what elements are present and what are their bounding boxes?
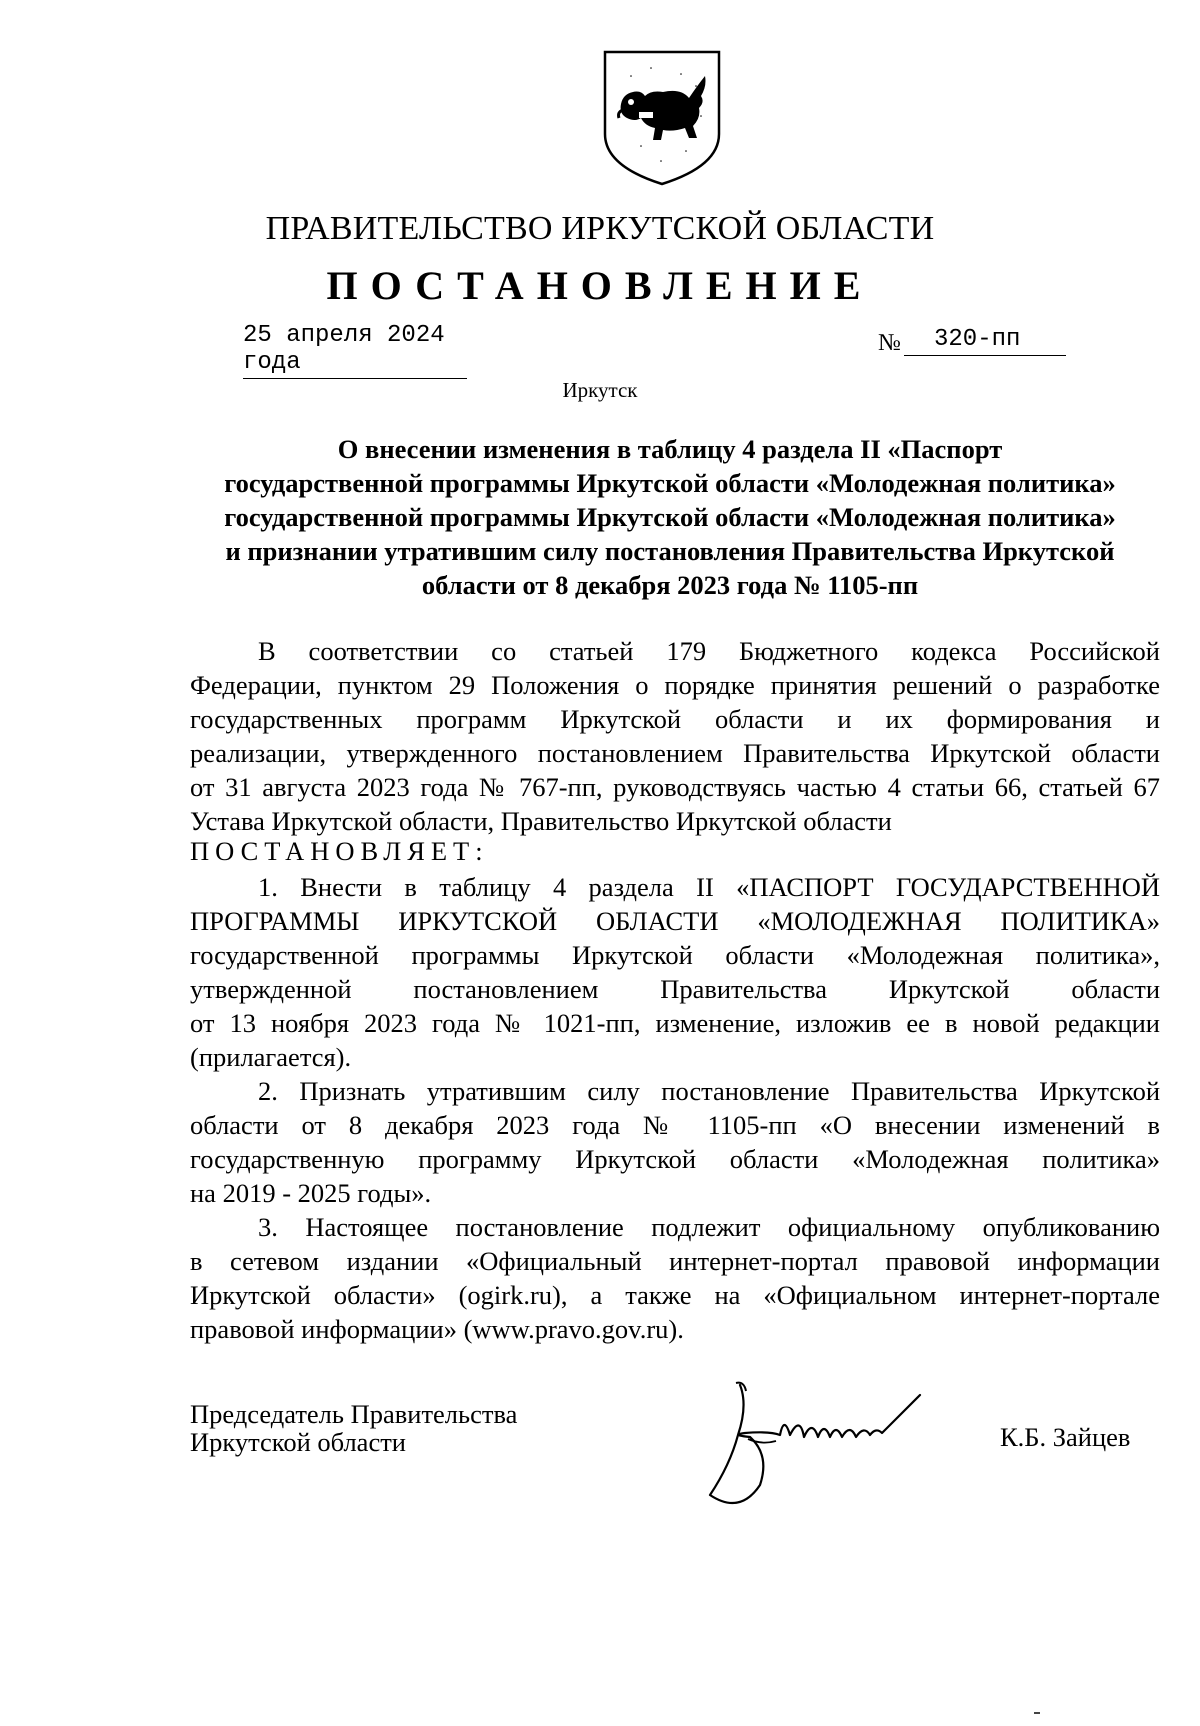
item-2 [190,1074,1160,1210]
document-number: 320-пп [904,326,1066,356]
document-date: 25 апреля 2024 года [243,322,467,379]
document-type: ПОСТАНОВЛЕНИЕ [326,263,874,308]
text-line: на 2019 - 2025 годы». [190,1178,432,1208]
text-line: Иркутской области» (ogirk.ru), а также на «Официальном интернет-портале [190,1280,1160,1310]
preamble-paragraph [190,634,1160,838]
handwritten-signature [700,1375,960,1515]
text-line: 2. Признать утратившим силу постановление Правительства Иркутской [258,1076,1160,1106]
text-line: Устава Иркутской области, Правительство Иркутской области [190,806,892,836]
text-line: государственных программ Иркутской области и их формирования и [190,704,1160,734]
position-line: Председатель Правительства [190,1399,518,1429]
text-line: от 31 августа 2023 года № 767-пп, руководствуясь частью 4 статьи 66, статьей 67 [190,772,1160,802]
scan-mark [1034,1712,1040,1714]
position-line: Иркутской области [190,1427,406,1457]
document-title [180,432,1160,602]
item-1 [190,870,1160,1074]
title-line: области от 8 декабря 2023 года № 1105-пп [421,570,919,600]
title-line: государственной программы Иркутской области «Молодежная политика» [224,502,1116,532]
text-line: В соответствии со статьей 179 Бюджетного кодекса Российской [258,636,1160,666]
resolves-heading: ПОСТАНОВЛЯЕТ: [190,836,489,866]
government-name: ПРАВИТЕЛЬСТВО ИРКУТСКОЙ ОБЛАСТИ [265,210,935,247]
text-line: 1. Внести в таблицу 4 раздела II «ПАСПОРТ ГОСУДАРСТВЕННОЙ [258,872,1160,902]
text-line: государственную программу Иркутской области «Молодежная политика» [190,1144,1160,1174]
coat-of-arms-icon [601,46,723,188]
text-line: реализации, утвержденного постановлением Правительства Иркутской области [190,738,1160,768]
title-line: О внесении изменения в таблицу 4 раздела II «Паспорт [337,434,1003,464]
text-line: в сетевом издании «Официальный интернет-портал правовой информации [190,1246,1160,1276]
text-line: утвержденной постановлением Правительства Иркутской области [190,974,1160,1004]
text-line: области от 8 декабря 2023 года № 1105-пп «О внесении изменений в [190,1110,1160,1140]
text-line: Федерации, пунктом 29 Положения о порядке принятия решений о разработке [190,670,1160,700]
text-line: (прилагается). [190,1042,352,1072]
city: Иркутск [562,378,638,402]
title-line: государственной программы Иркутской области «Молодежная политика» [224,468,1116,498]
signer-position [190,1400,517,1456]
text-line: государственной программы Иркутской области «Молодежная политика», [190,940,1160,970]
signer-name: К.Б. Зайцев [1000,1422,1131,1452]
text-line: от 13 ноября 2023 года № 1021-пп, изменение, изложив ее в новой редакции [190,1008,1160,1038]
text-line: ПРОГРАММЫ ИРКУТСКОЙ ОБЛАСТИ «МОЛОДЕЖНАЯ ПОЛИТИКА» [190,906,1160,936]
item-3 [190,1210,1160,1346]
number-sign: № [878,330,901,356]
title-line: и признании утратившим силу постановления Правительства Иркутской [225,536,1115,566]
text-line: 3. Настоящее постановление подлежит официальному опубликованию [258,1212,1160,1242]
text-line: правовой информации» (www.pravo.gov.ru). [190,1314,684,1344]
